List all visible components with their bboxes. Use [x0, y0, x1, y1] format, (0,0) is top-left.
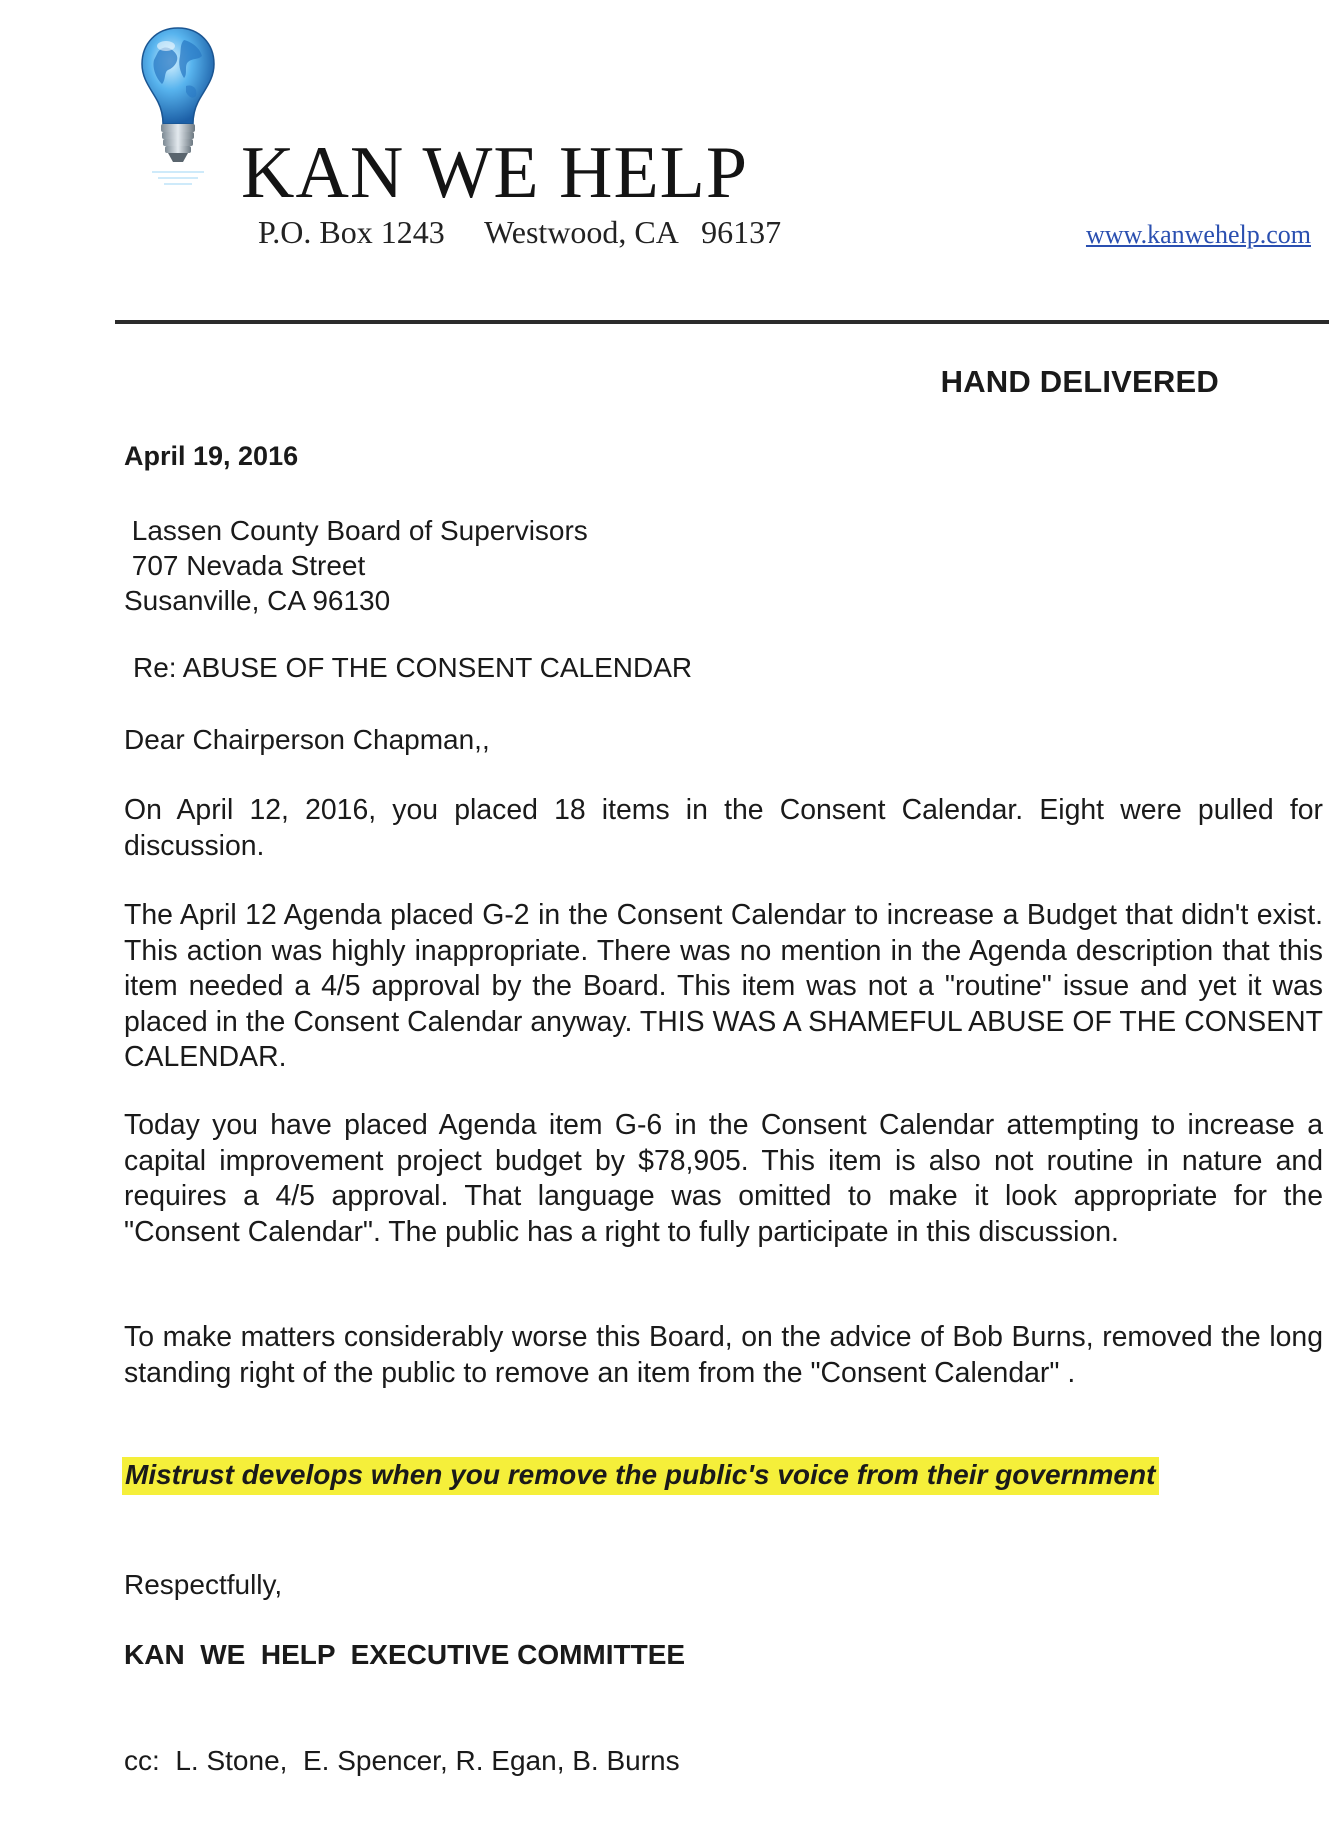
globe-lightbulb-icon — [138, 24, 218, 192]
delivery-note: HAND DELIVERED — [940, 364, 1219, 399]
subject-line: Re: ABUSE OF THE CONSENT CALENDAR — [133, 652, 693, 683]
recipient-line: Lassen County Board of Supervisors — [124, 515, 588, 546]
salutation: Dear Chairperson Chapman,, — [124, 724, 490, 755]
closing: Respectfully, — [124, 1569, 283, 1600]
letterhead-divider — [115, 320, 1329, 324]
letter-date: April 19, 2016 — [124, 441, 299, 471]
signature-block: KAN WE HELP EXECUTIVE COMMITTEE — [124, 1639, 686, 1670]
letterhead-address: P.O. Box 1243 Westwood, CA 96137 — [258, 214, 782, 250]
cc-line: cc: L. Stone, E. Spencer, R. Egan, B. Burns — [124, 1745, 680, 1776]
recipient-address — [124, 513, 588, 618]
highlighted-statement: Mistrust develops when you remove the public's voice from their government — [122, 1457, 1159, 1495]
organization-name: KAN WE HELP — [241, 132, 749, 214]
body-paragraph: Today you have placed Agenda item G-6 in the Consent Calendar attempting to increase a capital improvement project budget by $78,905. This item is also not routine in nature and requires a 4/5 approval. That language was omitted to make it look appropriate for the "Consent Calendar". The public has a right to fully participate in this discussion. — [124, 1109, 1323, 1248]
body-paragraph: The April 12 Agenda placed G-2 in the Consent Calendar to increase a Budget that didn't exist. This action was highly inappropriate. There was no mention in the Agenda description that this item needed a 4/5 approval by the Board. This item was not a "routine" issue and yet it was placed in the Consent Calendar anyway. THIS WAS A SHAMEFUL ABUSE OF THE CONSENT CALENDAR. — [124, 899, 1323, 1073]
body-paragraph: To make matters considerably worse this Board, on the advice of Bob Burns, removed the long standing right of the public to remove an item from the "Consent Calendar" . — [124, 1321, 1323, 1389]
website-link[interactable]: www.kanwehelp.com — [1085, 220, 1311, 249]
recipient-line: Susanville, CA 96130 — [124, 585, 391, 616]
recipient-line: 707 Nevada Street — [124, 550, 366, 581]
body-paragraph: On April 12, 2016, you placed 18 items in the Consent Calendar. Eight were pulled for discussion. — [124, 794, 1323, 862]
